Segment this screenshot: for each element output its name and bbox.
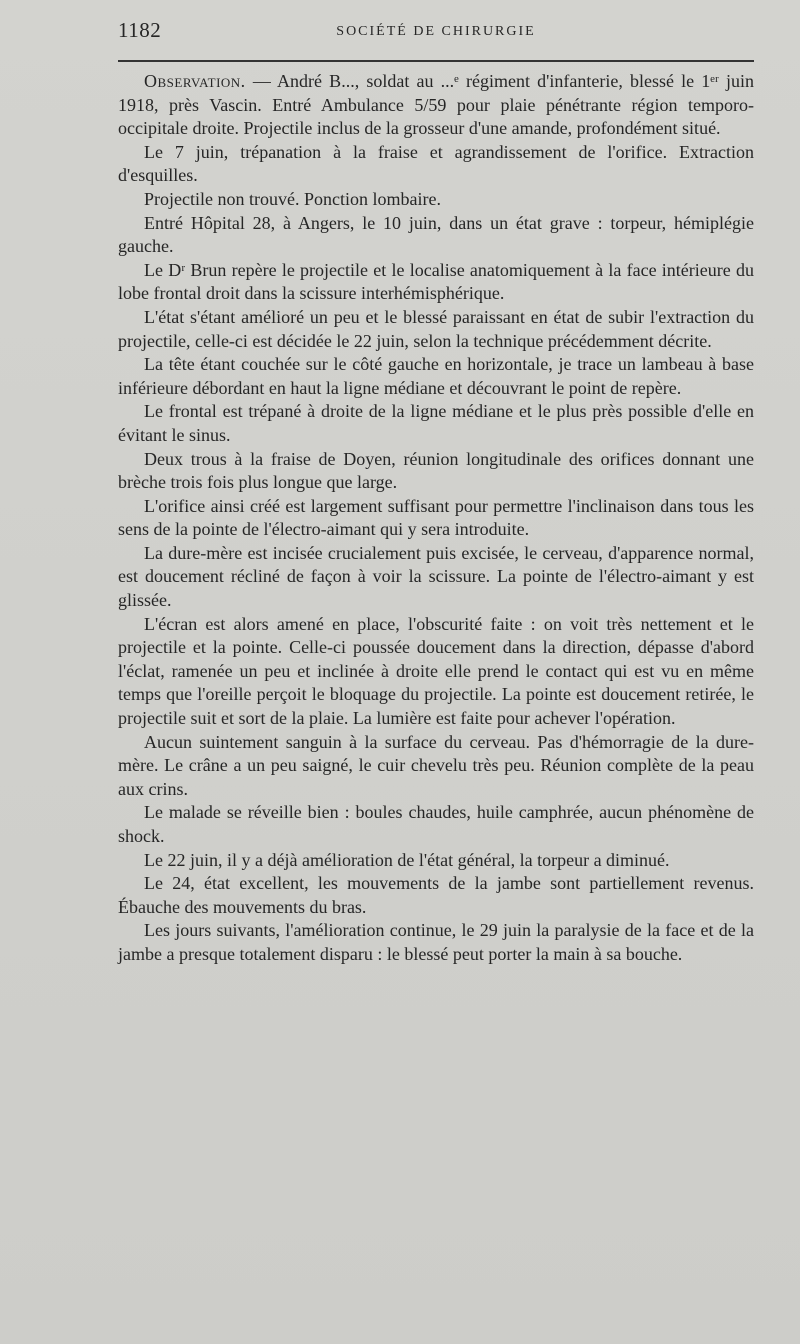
paragraph-15: Le 22 juin, il y a déjà amélioration de l'état général, la torpeur a diminué. — [144, 849, 670, 870]
paragraph-16: Le 24, état excellent, les mouvements de la jambe sont partiellement revenus. Ébauche des mouvements du bras. — [118, 873, 754, 917]
body-text — [118, 70, 754, 967]
header-rule — [118, 60, 754, 62]
paragraph-3: Projectile non trouvé. Ponction lombaire. — [144, 188, 441, 209]
paragraph-17: Les jours suivants, l'amélioration continue, le 29 juin la paralysie de la face et de la jambe a presque totalement disparu : le blessé peut porter la main à sa bouche. — [118, 920, 754, 964]
paragraph-2: Le 7 juin, trépanation à la fraise et agrandissement de l'orifice. Extraction d'esquilles. — [118, 141, 754, 186]
observation-label: Observation. — [144, 71, 246, 91]
paragraph-13: Aucun suintement sanguin à la surface du cerveau. Pas d'hémorragie de la dure-mère. Le crâne a un peu saigné, le cuir chevelu très peu. Réunion complète de la peau aux crins. — [118, 731, 754, 799]
paragraph-6: L'état s'étant amélioré un peu et le blessé paraissant en état de subir l'extraction du projectile, celle-ci est décidée le 22 juin, selon la technique précédemment décrite. — [118, 306, 754, 351]
paragraph-1-text: — André B..., soldat au ...ᵉ régiment d'infanterie, blessé le 1ᵉʳ juin 1918, près Vascin. Entré Ambulance 5/59 pour plaie pénétrante région temporo-occipitale droite. Projectile inclus de la grosseur d'une amande, profondément situé. — [118, 71, 754, 139]
paragraph-10: L'orifice ainsi créé est largement suffisant pour permettre l'inclinaison dans tous les sens de la pointe de l'électro-aimant qui y sera introduite. — [118, 495, 754, 540]
page-header — [118, 16, 754, 46]
paragraph-7: La tête étant couchée sur le côté gauche en horizontale, je trace un lambeau à base inférieure débordant en haut la ligne médiane et découvrant le point de repère. — [118, 354, 754, 398]
paragraph-5: Le Dʳ Brun repère le projectile et le localise anatomiquement à la face intérieure du lobe frontal droit dans la scissure interhémisphérique. — [118, 259, 754, 304]
paragraph-11: La dure-mère est incisée crucialement puis excisée, le cerveau, d'apparence normal, est doucement récliné de façon à voir la scissure. La pointe de l'électro-aimant y est glissée. — [118, 542, 754, 611]
paragraph-8: Le frontal est trépané à droite de la ligne médiane et le plus près possible d'elle en évitant le sinus. — [118, 401, 754, 445]
paragraph-4: Entré Hôpital 28, à Angers, le 10 juin, dans un état grave : torpeur, hémiplégie gauche. — [118, 212, 754, 257]
paragraph-14: Le malade se réveille bien : boules chaudes, huile camphrée, aucun phénomène de shock. — [118, 802, 754, 846]
page-number: 1182 — [118, 18, 162, 42]
paragraph-1 — [118, 70, 754, 141]
running-head: SOCIÉTÉ DE CHIRURGIE — [336, 24, 536, 39]
paragraph-12: L'écran est alors amené en place, l'obscurité faite : on voit très nettement et le projectile et la pointe. Celle-ci poussée doucement dans la direction, dépasse d'abord l'éclat, ramenée un peu et inclinée à droite elle prend le contact qui est vu en même temps que l'oreille perçoit le bloquage du projectile. La pointe est doucement retirée, le projectile suit et sort de la plaie. La lumière est faite pour achever l'opération. — [118, 613, 754, 729]
paragraph-9: Deux trous à la fraise de Doyen, réunion longitudinale des orifices donnant une brèche trois fois plus longue que large. — [118, 448, 754, 493]
